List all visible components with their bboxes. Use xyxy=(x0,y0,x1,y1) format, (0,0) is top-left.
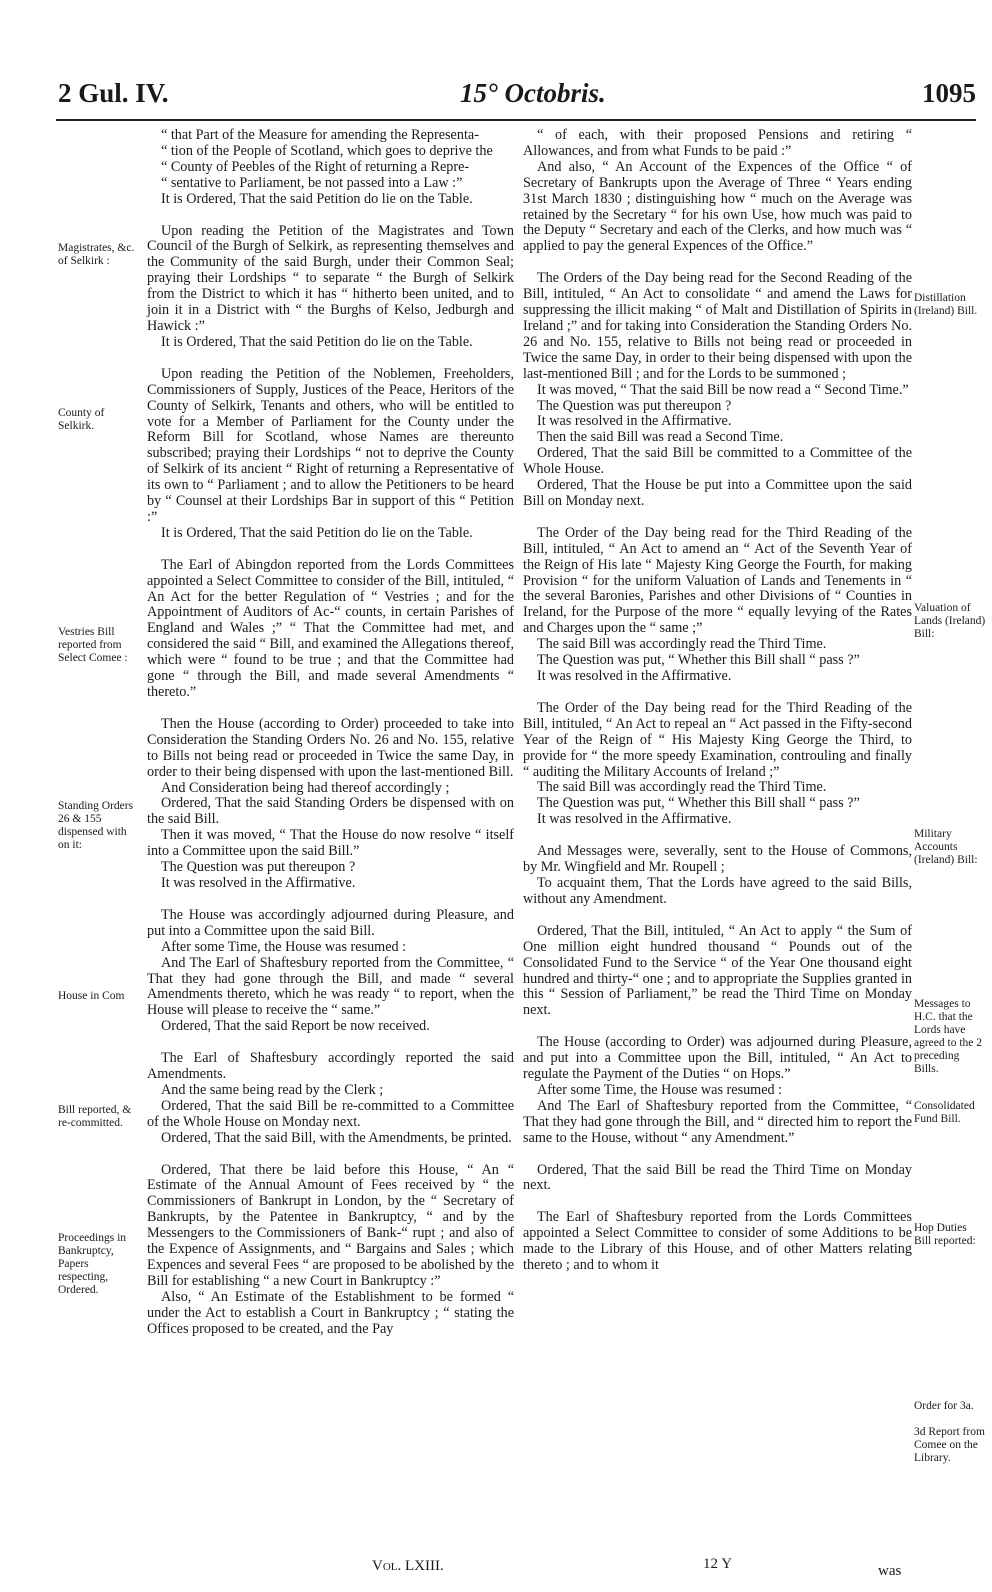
right-paragraph: To acquaint them, That the Lords have agreed to the said Bills, without any Amendment. xyxy=(523,874,912,907)
left-paragraph: Ordered, That the said Bill be re-committed to a Committee of the Whole House on Monday next. xyxy=(147,1097,514,1130)
margin-note-right: Order for 3a. xyxy=(914,1400,974,1412)
right-paragraph: It was resolved in the Affirmative. xyxy=(537,413,732,430)
right-paragraph: The Order of the Day being read for the Third Reading of the Bill, intituled, “ An Act to repeal an “ Act passed in the Fifty-second Year of the Reign of “ His Majesty King George the Third, to provide for “ the more speedy Examination, controuling and finally “ auditing the Military Accounts of Ireland ;” xyxy=(523,699,912,780)
right-paragraph: The Order of the Day being read for the Third Reading of the Bill, intituled, “ An Act to amend an “ Act of the Seventh Year of the Reign of His late “ Majesty King George the Fourth, for making Provision “ for the uniform Valuation of Lands and Tenements in “ the several Baronies, Parishes and other Divisions of “ Counties in Ireland, for the Purpose of the more “ equally levying of the Rates and Charges upon the “ same ;” xyxy=(523,524,912,637)
margin-note-left: Magistrates, &c. of Selkirk : xyxy=(58,242,135,267)
catchword: was xyxy=(878,1563,902,1579)
header-page-number: 1095 xyxy=(922,78,976,108)
right-paragraph: It was resolved in the Affirmative. xyxy=(537,668,732,684)
paragraph-gap xyxy=(147,1035,514,1051)
margin-note-left: Proceedings in Bankruptcy, Papers respecting, Ordered. xyxy=(58,1232,127,1296)
left-paragraph: It is Ordered, That the said Petition do lie on the Table. xyxy=(161,190,473,207)
left-paragraph: “ that Part of the Measure for amending the Representa- xyxy=(161,127,479,143)
left-paragraph: “ tion of the People of Scotland, which goes to deprive the xyxy=(161,142,493,159)
left-paragraph: Upon reading the Petition of the Magistrates and Town Council of the Burgh of Selkirk, as representing themselves and the Community of the said Burgh, under their Common Seal; praying their Lordships “ to separate “ the Burgh of Selkirk from the District to which it has “ hitherto been united, and to join it in a District with “ the Burghs of Kelso, Jedburgh and Hawick :” xyxy=(147,222,514,334)
header-date: 15° Octobris. xyxy=(460,78,606,108)
header-regnal-year: 2 Gul. IV. xyxy=(58,78,169,108)
right-paragraph: The said Bill was accordingly read the Third Time. xyxy=(537,636,827,653)
left-paragraph: It was resolved in the Affirmative. xyxy=(161,874,356,891)
paragraph-gap xyxy=(523,1019,912,1035)
margin-note-left: House in Com xyxy=(58,990,125,1002)
left-paragraph: The Earl of Abingdon reported from the Lords Committees appointed a Select Committee to consider of the Bill, intituled, “ An Act for the better Regulation of “ Vestries ; and for the Appointment of Auditors of Ac-“ counts, in certain Parishes of England and Wales ;” “ That the Committee had met, and considered the said “ Bill, and examined the Allegations thereof, which were “ found to be true ; and that the Committee had gone “ through the Bill, and made several Amendments “ thereto.” xyxy=(147,556,514,700)
right-paragraph: Ordered, That the House be put into a Committee upon the said Bill on Monday next. xyxy=(523,477,912,509)
paragraph-gap xyxy=(147,1147,514,1163)
right-text-column xyxy=(523,128,912,1274)
paragraph-gap xyxy=(523,828,912,844)
right-paragraph: After some Time, the House was resumed : xyxy=(537,1081,783,1098)
margin-note-right: Consolidated Fund Bill. xyxy=(914,1100,975,1125)
right-paragraph: Ordered, That the said Bill be read the Third Time on Monday next. xyxy=(523,1161,912,1194)
margin-note-right: Military Accounts (Ireland) Bill: xyxy=(914,828,978,866)
paragraph-gap xyxy=(523,685,912,701)
right-paragraph: The said Bill was accordingly read the Third Time. xyxy=(537,779,827,796)
volume-number: Vol. LXIII. xyxy=(372,1558,444,1574)
paragraph-gap xyxy=(147,701,514,717)
right-paragraph: And also, “ An Account of the Expences of the Office “ of Secretary of Bankrupts upon the Average of Three “ Years ending 31st March 1830 ; distinguishing how “ much on the Average was retained by the Secretary “ for his own Use, how much was paid to the Deputy “ Secretary and each of the Clerks, and how much was “ applied to pay the general Expences of the Office.” xyxy=(523,158,912,255)
right-paragraph: Ordered, That the Bill, intituled, “ An Act to apply “ the Sum of One million eight hundred thousand “ Pounds out of the Consolidated Fund to the Service “ of the Year One thousand eight hundred and thirty-“ one ; and to appropriate the Supplies granted in this “ Session of Parliament,” be read the Third Time on Monday next. xyxy=(523,922,912,1019)
right-paragraph: It was resolved in the Affirmative. xyxy=(537,811,732,828)
paragraph-gap xyxy=(523,255,912,271)
left-paragraph: The House was accordingly adjourned during Pleasure, and put into a Committee upon the said Bill. xyxy=(147,906,514,939)
right-paragraph: The House (according to Order) was adjourned during Pleasure, and put into a Committee upon the Bill, intituled, “ An Act to regulate the Payment of the Duties “ on Hops.” xyxy=(523,1034,912,1083)
right-paragraph: The Orders of the Day being read for the Second Reading of the Bill, intituled, “ An Act to consolidate “ and amend the Laws for suppressing the illicit making “ of Malt and Distillation of Spirits in Ireland ;” and for taking into Consideration the Standing Orders No. 26 and No. 155, relative to Bills not being read or proceeded in Twice the same Day, in order to their being dispensed with upon the last-mentioned Bill ; and for the Lords to be summoned ; xyxy=(523,270,912,382)
left-paragraph: Ordered, That the said Standing Orders be dispensed with on the said Bill. xyxy=(147,795,514,828)
left-paragraph: It is Ordered, That the said Petition do lie on the Table. xyxy=(161,524,473,541)
margin-note-left: Vestries Bill reported from Select Comee : xyxy=(58,626,128,664)
left-paragraph: Then the House (according to Order) proceeded to take into Consideration the Standing Orders No. 26 and No. 155, relative to Bills not being read or proceeded in Twice the same Day, in order to their being dispensed with upon the last-mentioned Bill. xyxy=(147,715,514,780)
paragraph-gap xyxy=(147,351,514,367)
left-paragraph: The Question was put thereupon ? xyxy=(161,859,356,876)
left-text-column xyxy=(147,128,514,1338)
margin-note-left: Standing Orders 26 & 155 dispensed with on it: xyxy=(58,800,134,851)
left-paragraph: And The Earl of Shaftesbury reported from the Committee, “ That they had gone through the Bill, and made “ several Amendments thereto, which he was ready “ to report, when the House will please to receive the “ same.” xyxy=(147,954,514,1019)
paragraph-gap xyxy=(147,892,514,908)
right-paragraph: Then the said Bill was read a Second Time. xyxy=(537,429,784,446)
paragraph-gap xyxy=(523,1194,912,1210)
left-paragraph: Ordered, That the said Bill, with the Amendments, be printed. xyxy=(161,1129,512,1146)
paragraph-gap xyxy=(147,208,514,224)
page-header xyxy=(0,78,992,118)
right-paragraph: The Earl of Shaftesbury reported from the Lords Committees appointed a Select Committee to consider of some Additions to be made to the Library of this House, and of other Matters relating thereto ; and to whom it xyxy=(523,1209,912,1274)
margin-note-right: Messages to H.C. that the Lords have agreed to the 2 preceding Bills. xyxy=(914,998,983,1075)
left-paragraph: Ordered, That the said Report be now received. xyxy=(161,1018,430,1035)
margin-note-left: County of Selkirk. xyxy=(58,407,105,432)
left-paragraph: After some Time, the House was resumed : xyxy=(161,938,407,955)
left-paragraph: Then it was moved, “ That the House do now resolve “ itself into a Committee upon the said Bill.” xyxy=(147,827,514,860)
left-paragraph: Also, “ An Estimate of the Establishment to be formed “ under the Act to establish a Court in Bankruptcy ; “ stating the Offices proposed to be created, and the Pay xyxy=(147,1288,514,1337)
margin-note-left: Bill reported, & re-committed. xyxy=(58,1104,132,1129)
margin-note-right: Valuation of Lands (Ireland) Bill: xyxy=(914,602,986,640)
right-paragraph: And Messages were, severally, sent to the House of Commons, by Mr. Wingfield and Mr. Roupell ; xyxy=(523,843,912,876)
left-paragraph: And the same being read by the Clerk ; xyxy=(161,1081,384,1098)
left-paragraph: Upon reading the Petition of the Noblemen, Freeholders, Commissioners of Supply, Justices of the Peace, Heritors of the County of Selkirk, Tenants and others, who will be entitled to vote for a Member of Parliament for the County under the Reform Bill for Scotland, whose Names are thereunto subscribed; praying their Lordships “ not to deprive the County of Selkirk of its ancient “ Right of returning a Representative of its own to “ Parliament ; and to allow the Petitioners to be heard by “ Counsel at their Lordships Bar in support of this “ Petition :” xyxy=(147,365,514,525)
paragraph-gap xyxy=(523,1147,912,1163)
left-paragraph: The Earl of Shaftesbury accordingly reported the said Amendments. xyxy=(147,1050,514,1083)
right-paragraph: Ordered, That the said Bill be committed to a Committee of the Whole House. xyxy=(523,445,912,478)
paragraph-gap xyxy=(523,510,912,526)
right-paragraph: It was moved, “ That the said Bill be now read a “ Second Time.” xyxy=(537,381,909,398)
paragraph-gap xyxy=(147,542,514,558)
right-paragraph: And The Earl of Shaftesbury reported from the Committee, “ That they had gone through the Bill, and “ directed him to report the same to the House, without “ any Amendment.” xyxy=(523,1097,912,1146)
header-rule xyxy=(56,119,976,121)
right-paragraph: The Question was put thereupon ? xyxy=(537,397,732,414)
margin-note-right: Distillation (Ireland) Bill. xyxy=(914,292,978,317)
left-paragraph: “ sentative to Parliament, be not passed into a Law :” xyxy=(161,174,463,191)
left-paragraph: “ County of Peebles of the Right of returning a Repre- xyxy=(161,158,470,175)
margin-note-right: 3d Report from Comee on the Library. xyxy=(914,1426,985,1464)
margin-note-right: Hop Duties Bill reported: xyxy=(914,1222,976,1247)
paragraph-gap xyxy=(523,908,912,924)
right-paragraph: The Question was put, “ Whether this Bill shall “ pass ?” xyxy=(537,795,860,812)
right-paragraph: “ of each, with their proposed Pensions and retiring “ Allowances, and from what Funds to be paid :” xyxy=(523,127,912,159)
left-paragraph: It is Ordered, That the said Petition do lie on the Table. xyxy=(161,333,473,350)
left-paragraph: And Consideration being had thereof accordingly ; xyxy=(161,779,450,796)
left-paragraph: Ordered, That there be laid before this House, “ An “ Estimate of the Annual Amount of Fees received by “ the Commissioners of Bankrupt in London, by the “ Secretary of Bankrupts, by the Patentee in Bankruptcy, “ and by the Messengers to the Commissioners of Bank-“ rupt ; and also of the Expence of Assignments, and “ Bargains and Sales ; which Expences and several Fees “ are proposed to be abolished by the Bill for establishing “ a new Court in Bankruptcy :” xyxy=(147,1161,514,1289)
signature-mark: 12 Y xyxy=(703,1556,733,1572)
right-paragraph: The Question was put, “ Whether this Bill shall “ pass ?” xyxy=(537,652,860,669)
